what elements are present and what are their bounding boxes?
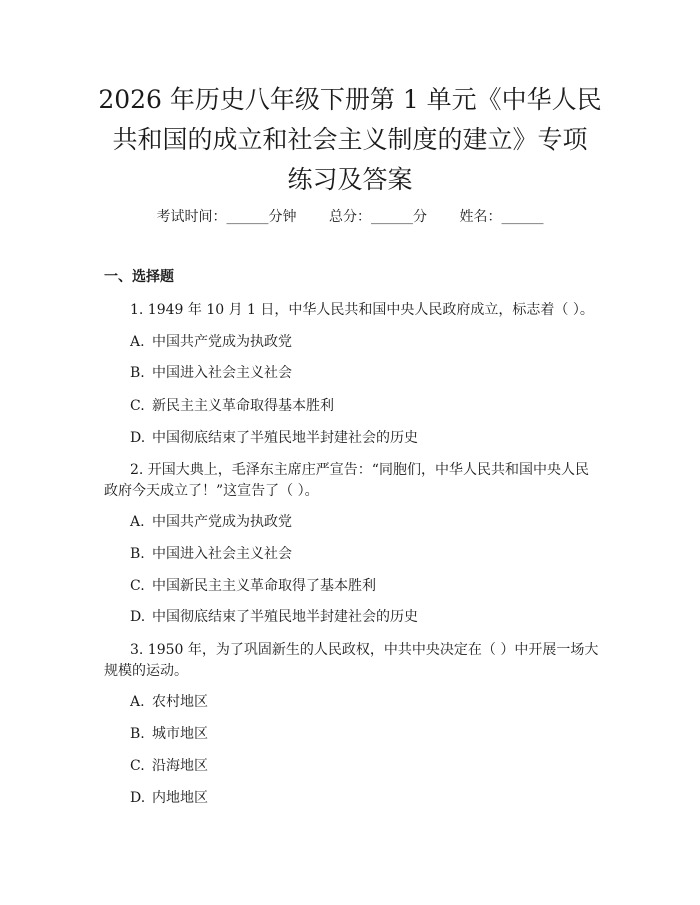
section-heading: 一、选择题 — [104, 269, 174, 285]
exam-score-field: 总分：______分 — [329, 209, 427, 225]
title-line-1: 2026 年历史八年级下册第 1 单元《中华人民 — [98, 85, 602, 114]
option-letter: D. — [130, 609, 146, 625]
option-text: 沿海地区 — [152, 758, 208, 774]
question-1-option-b — [130, 362, 292, 382]
option-text: 新民主主义革命取得基本胜利 — [152, 398, 334, 414]
option-text: 内地地区 — [152, 790, 208, 806]
exam-name-field: 姓名：______ — [459, 209, 544, 225]
option-text: 中国进入社会主义社会 — [152, 546, 292, 562]
option-text: 中国共产党成为执政党 — [152, 334, 292, 350]
option-text: 中国新民主主义革命取得了基本胜利 — [152, 578, 376, 594]
option-letter: A. — [130, 514, 145, 530]
option-letter: D. — [130, 790, 146, 806]
option-letter: C. — [130, 398, 145, 414]
question-2-text: 2. 开国大典上，毛泽东主席庄严宣告：“同胞们，中华人民共和国中央人民 — [130, 462, 589, 478]
option-text: 中国进入社会主义社会 — [152, 365, 292, 381]
question-3-option-d — [130, 787, 208, 807]
option-letter: B. — [130, 726, 145, 742]
title-line-3: 练习及答案 — [287, 165, 413, 194]
exam-time-field: 考试时间：______分钟 — [156, 209, 297, 225]
question-2-option-d — [130, 606, 418, 626]
document-title — [70, 80, 630, 200]
question-3-text-cont: 规模的运动。 — [104, 663, 188, 679]
option-text: 中国彻底结束了半殖民地半封建社会的历史 — [152, 430, 418, 446]
title-line-2: 共和国的成立和社会主义制度的建立》专项 — [112, 125, 588, 154]
question-3-option-c — [130, 755, 208, 775]
question-1-option-d — [130, 427, 418, 447]
question-2-option-a — [130, 511, 292, 531]
option-letter: C. — [130, 578, 145, 594]
option-letter: C. — [130, 758, 145, 774]
question-3-option-b — [130, 723, 208, 743]
option-text: 中国共产党成为执政党 — [152, 514, 292, 530]
option-letter: D. — [130, 430, 146, 446]
option-text: 中国彻底结束了半殖民地半封建社会的历史 — [152, 609, 418, 625]
exam-info — [0, 206, 700, 226]
question-3-option-a — [130, 691, 208, 711]
option-letter: A. — [130, 334, 145, 350]
option-letter: B. — [130, 546, 145, 562]
option-text: 城市地区 — [152, 726, 208, 742]
option-letter: B. — [130, 365, 145, 381]
question-2-option-c — [130, 575, 376, 595]
option-letter: A. — [130, 694, 145, 710]
question-1-option-c — [130, 395, 334, 415]
question-2-option-b — [130, 543, 292, 563]
question-3-text: 3. 1950 年，为了巩固新生的人民政权，中共中央决定在（ ）中开展一场大 — [130, 642, 599, 658]
option-text: 农村地区 — [152, 694, 208, 710]
question-2-text-cont: 政府今天成立了！”这宣告了（ ）。 — [104, 483, 319, 499]
question-1-option-a — [130, 331, 292, 351]
question-1-text: 1. 1949 年 10 月 1 日，中华人民共和国中央人民政府成立，标志着（ ）。 — [130, 302, 594, 318]
